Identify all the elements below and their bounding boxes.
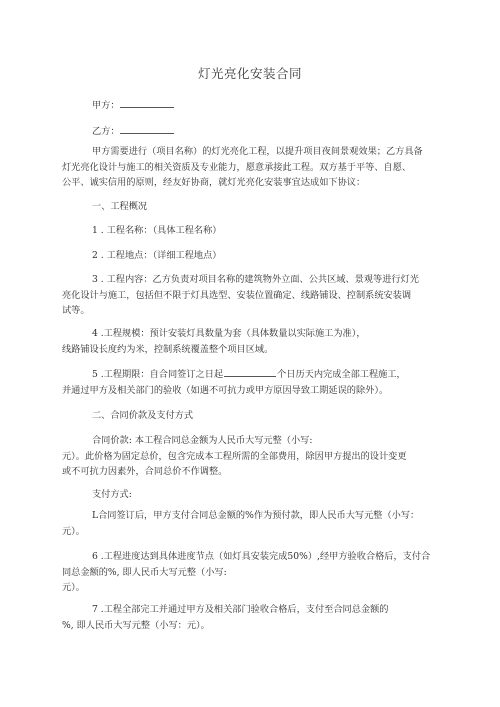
price-line: 合同价款: 本工程合同总金额为人民币大写元整（小写: [92,435,313,446]
pay3-line: %, 即人民币大写元整（小写：元）。 [62,619,210,631]
section-heading: 一、工程概况 [92,201,148,212]
item-project-period [62,367,442,398]
payment-item-1 [62,508,442,539]
content-line: 3 . 工程内容：乙方负责对项目名称的建筑物外立面、公共区域、景观等进行灯光 [92,274,419,285]
item-project-location: 2 . 工程地点：（详细工程地点） [92,250,222,261]
party-a-blank [120,98,174,108]
period-text-b: 个日历天内完成全部工程施工， [277,369,406,380]
content-line: 亮化设计与施工，包括但不限于灯具选型、安装位置确定、线路铺设、控制系统安装调 [62,289,412,301]
pay2-line: 同总金额的%, 即人民币大写元整（小写: [62,566,227,578]
item-project-content [62,272,442,319]
price-line: 元）。此价格为固定总价，包含完成本工程所需的全部费用，除因甲方提出的设计变更 [62,450,407,462]
payment-item-2 [62,549,442,596]
intro-line: 甲方需要进行（项目名称）的灯光亮化工程，以提升项目夜间景观效果；乙方具备 [92,146,423,157]
intro-line: 公平、诚实信用的原则，经友好协商，就灯光亮化安装事宜达成如下协议： [62,177,366,188]
party-b-label: 乙方： [92,126,120,137]
payment-method-label: 支付方式: [92,489,132,500]
item-project-scale [62,326,442,357]
intro-paragraph [62,144,442,191]
scale-line: 线路铺设长度约为米，控制系统覆盖整个项目区域。 [62,343,274,355]
period-line: 并通过甲方及相关部门的验收（如遇不可抗力或甲方原因导致工期延误的除外）。 [62,384,389,396]
party-b-line [92,124,472,140]
intro-line: 灯光亮化设计与施工的相关资质及专业能力，愿意承接此工程。双方基于平等、自愿、 [62,161,412,173]
pay2-line: 6 .工程进度达到具体进度节点（如灯具安装完成50%）,经甲方验收合格后，支付合 [92,551,431,562]
party-a-label: 甲方： [92,100,120,111]
pay3-line: 7 .工程全部完工并通过甲方及相关部门验收合格后，支付至合同总金额的 [92,604,389,615]
party-b-blank [120,124,174,134]
item-project-name: 1 . 工程名称：（具体工程名称） [92,225,222,236]
pay1-line: 元）。 [62,525,85,537]
scale-line: 4 .工程规模：预计安装灯具数量为套（具体数量以实际施工为准）， [92,328,366,339]
party-a-line [92,98,472,114]
content-line: 试等。 [62,305,90,316]
pay2-line: 元）。 [62,582,85,593]
period-text-a: 5 .工程期限：自合同签订之日起 [92,369,224,380]
period-blank [224,367,276,377]
pay1-line: L合同签订后，甲方支付合同总金额的%作为预付款，即人民币大写元整（小写： [92,510,420,521]
payment-item-3 [62,602,442,633]
contract-price-paragraph [62,433,442,480]
section-heading: 二、合同价款及支付方式 [92,410,194,421]
document-title: 灯光亮化安装合同 [197,66,302,81]
price-line: 或不可抗力因素外，合同总价不作调整。 [62,466,228,477]
